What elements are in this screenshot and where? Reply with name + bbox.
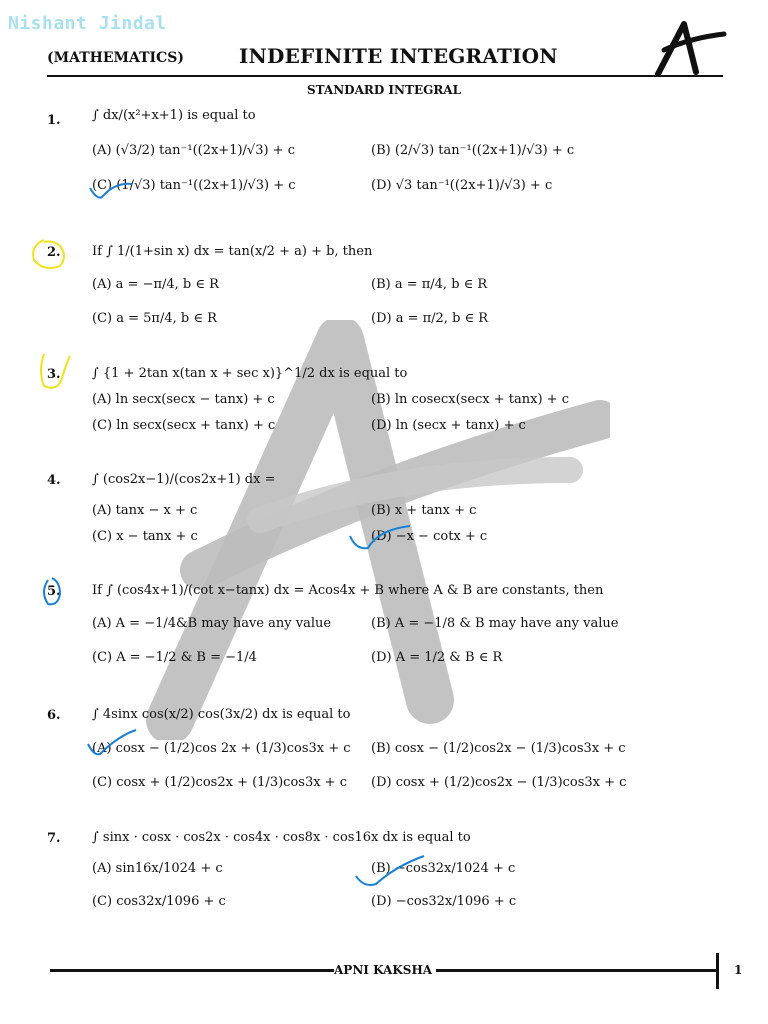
question-5-stem: If ∫ (cos4x+1)/(cot x−tanx) dx = Acos4x + B where A & B are constants, then [92,583,604,598]
question-5-option-a[interactable]: (A) A = −1/4&B may have any value [92,616,332,631]
question-7-number: 7. [47,831,61,846]
question-2-option-b[interactable]: (B) a = π/4, b ∈ R [371,277,488,292]
question-2-stem: If ∫ 1/(1+sin x) dx = tan(x/2 + a) + b, then [92,244,373,259]
question-6-stem: ∫ 4sinx cos(x/2) cos(3x/2) dx is equal to [92,707,351,722]
question-6-option-a[interactable]: (A) cosx − (1/2)cos 2x + (1/3)cos3x + c [92,741,351,756]
question-7-option-a[interactable]: (A) sin16x/1024 + c [92,861,223,876]
question-7-option-d[interactable]: (D) −cos32x/1096 + c [371,894,517,909]
question-3-stem: ∫ {1 + 2tan x(tan x + sec x)}^1/2 dx is equal to [92,366,408,381]
header-rule [47,75,723,77]
question-1-option-d[interactable]: (D) √3 tan⁻¹((2x+1)/√3) + c [371,178,553,193]
question-2-option-a[interactable]: (A) a = −π/4, b ∈ R [92,277,219,292]
question-1-option-a[interactable]: (A) (√3/2) tan⁻¹((2x+1)/√3) + c [92,143,295,158]
question-6-option-c[interactable]: (C) cosx + (1/2)cos2x + (1/3)cos3x + c [92,775,347,790]
logo-icon [650,20,730,78]
question-2-option-c[interactable]: (C) a = 5π/4, b ∈ R [92,311,217,326]
question-4-stem: ∫ (cos2x−1)/(cos2x+1) dx = [92,472,276,487]
page-title: INDEFINITE INTEGRATION [239,44,558,68]
question-7-option-b[interactable]: (B) −cos32x/1024 + c [371,861,516,876]
page-number: 1 [734,963,743,977]
author-watermark: Nishant Jindal [8,13,167,34]
question-3-option-a[interactable]: (A) ln secx(secx − tanx) + c [92,392,275,407]
question-7-option-c[interactable]: (C) cos32x/1096 + c [92,894,226,909]
question-6-option-b[interactable]: (B) cosx − (1/2)cos2x − (1/3)cos3x + c [371,741,626,756]
question-2-option-d[interactable]: (D) a = π/2, b ∈ R [371,311,489,326]
question-6-option-d[interactable]: (D) cosx + (1/2)cos2x − (1/3)cos3x + c [371,775,627,790]
question-1-stem: ∫ dx/(x²+x+1) is equal to [92,108,256,123]
question-2-number: 2. [47,245,61,260]
question-7-stem: ∫ sinx · cosx · cos2x · cos4x · cos8x · cos16x dx is equal to [92,830,471,845]
footer-divider [716,953,719,989]
question-4-number: 4. [47,473,61,488]
question-5-option-b[interactable]: (B) A = −1/8 & B may have any value [371,616,619,631]
question-4-option-a[interactable]: (A) tanx − x + c [92,503,198,518]
section-heading: STANDARD INTEGRAL [306,83,462,97]
question-3-option-c[interactable]: (C) ln secx(secx + tanx) + c [92,418,276,433]
question-5-number: 5. [47,584,61,599]
question-5-option-c[interactable]: (C) A = −1/2 & B = −1/4 [92,650,257,665]
question-6-number: 6. [47,708,61,723]
question-4-option-c[interactable]: (C) x − tanx + c [92,529,198,544]
footer-rule [50,969,334,972]
question-1-option-b[interactable]: (B) (2/√3) tan⁻¹((2x+1)/√3) + c [371,143,575,158]
question-4-option-d[interactable]: (D) −x − cotx + c [371,529,488,544]
question-4-option-b[interactable]: (B) x + tanx + c [371,503,477,518]
question-1-number: 1. [47,113,61,128]
question-3-option-b[interactable]: (B) ln cosecx(secx + tanx) + c [371,392,569,407]
footer-brand: APNI KAKSHA [334,963,433,977]
question-1-option-c[interactable]: (C) (1/√3) tan⁻¹((2x+1)/√3) + c [92,178,296,193]
question-3-number: 3. [47,367,61,382]
footer-rule [436,969,716,972]
subject-label: (MATHEMATICS) [47,50,184,66]
question-5-option-d[interactable]: (D) A = 1/2 & B ∈ R [371,650,503,665]
question-3-option-d[interactable]: (D) ln (secx + tanx) + c [371,418,526,433]
